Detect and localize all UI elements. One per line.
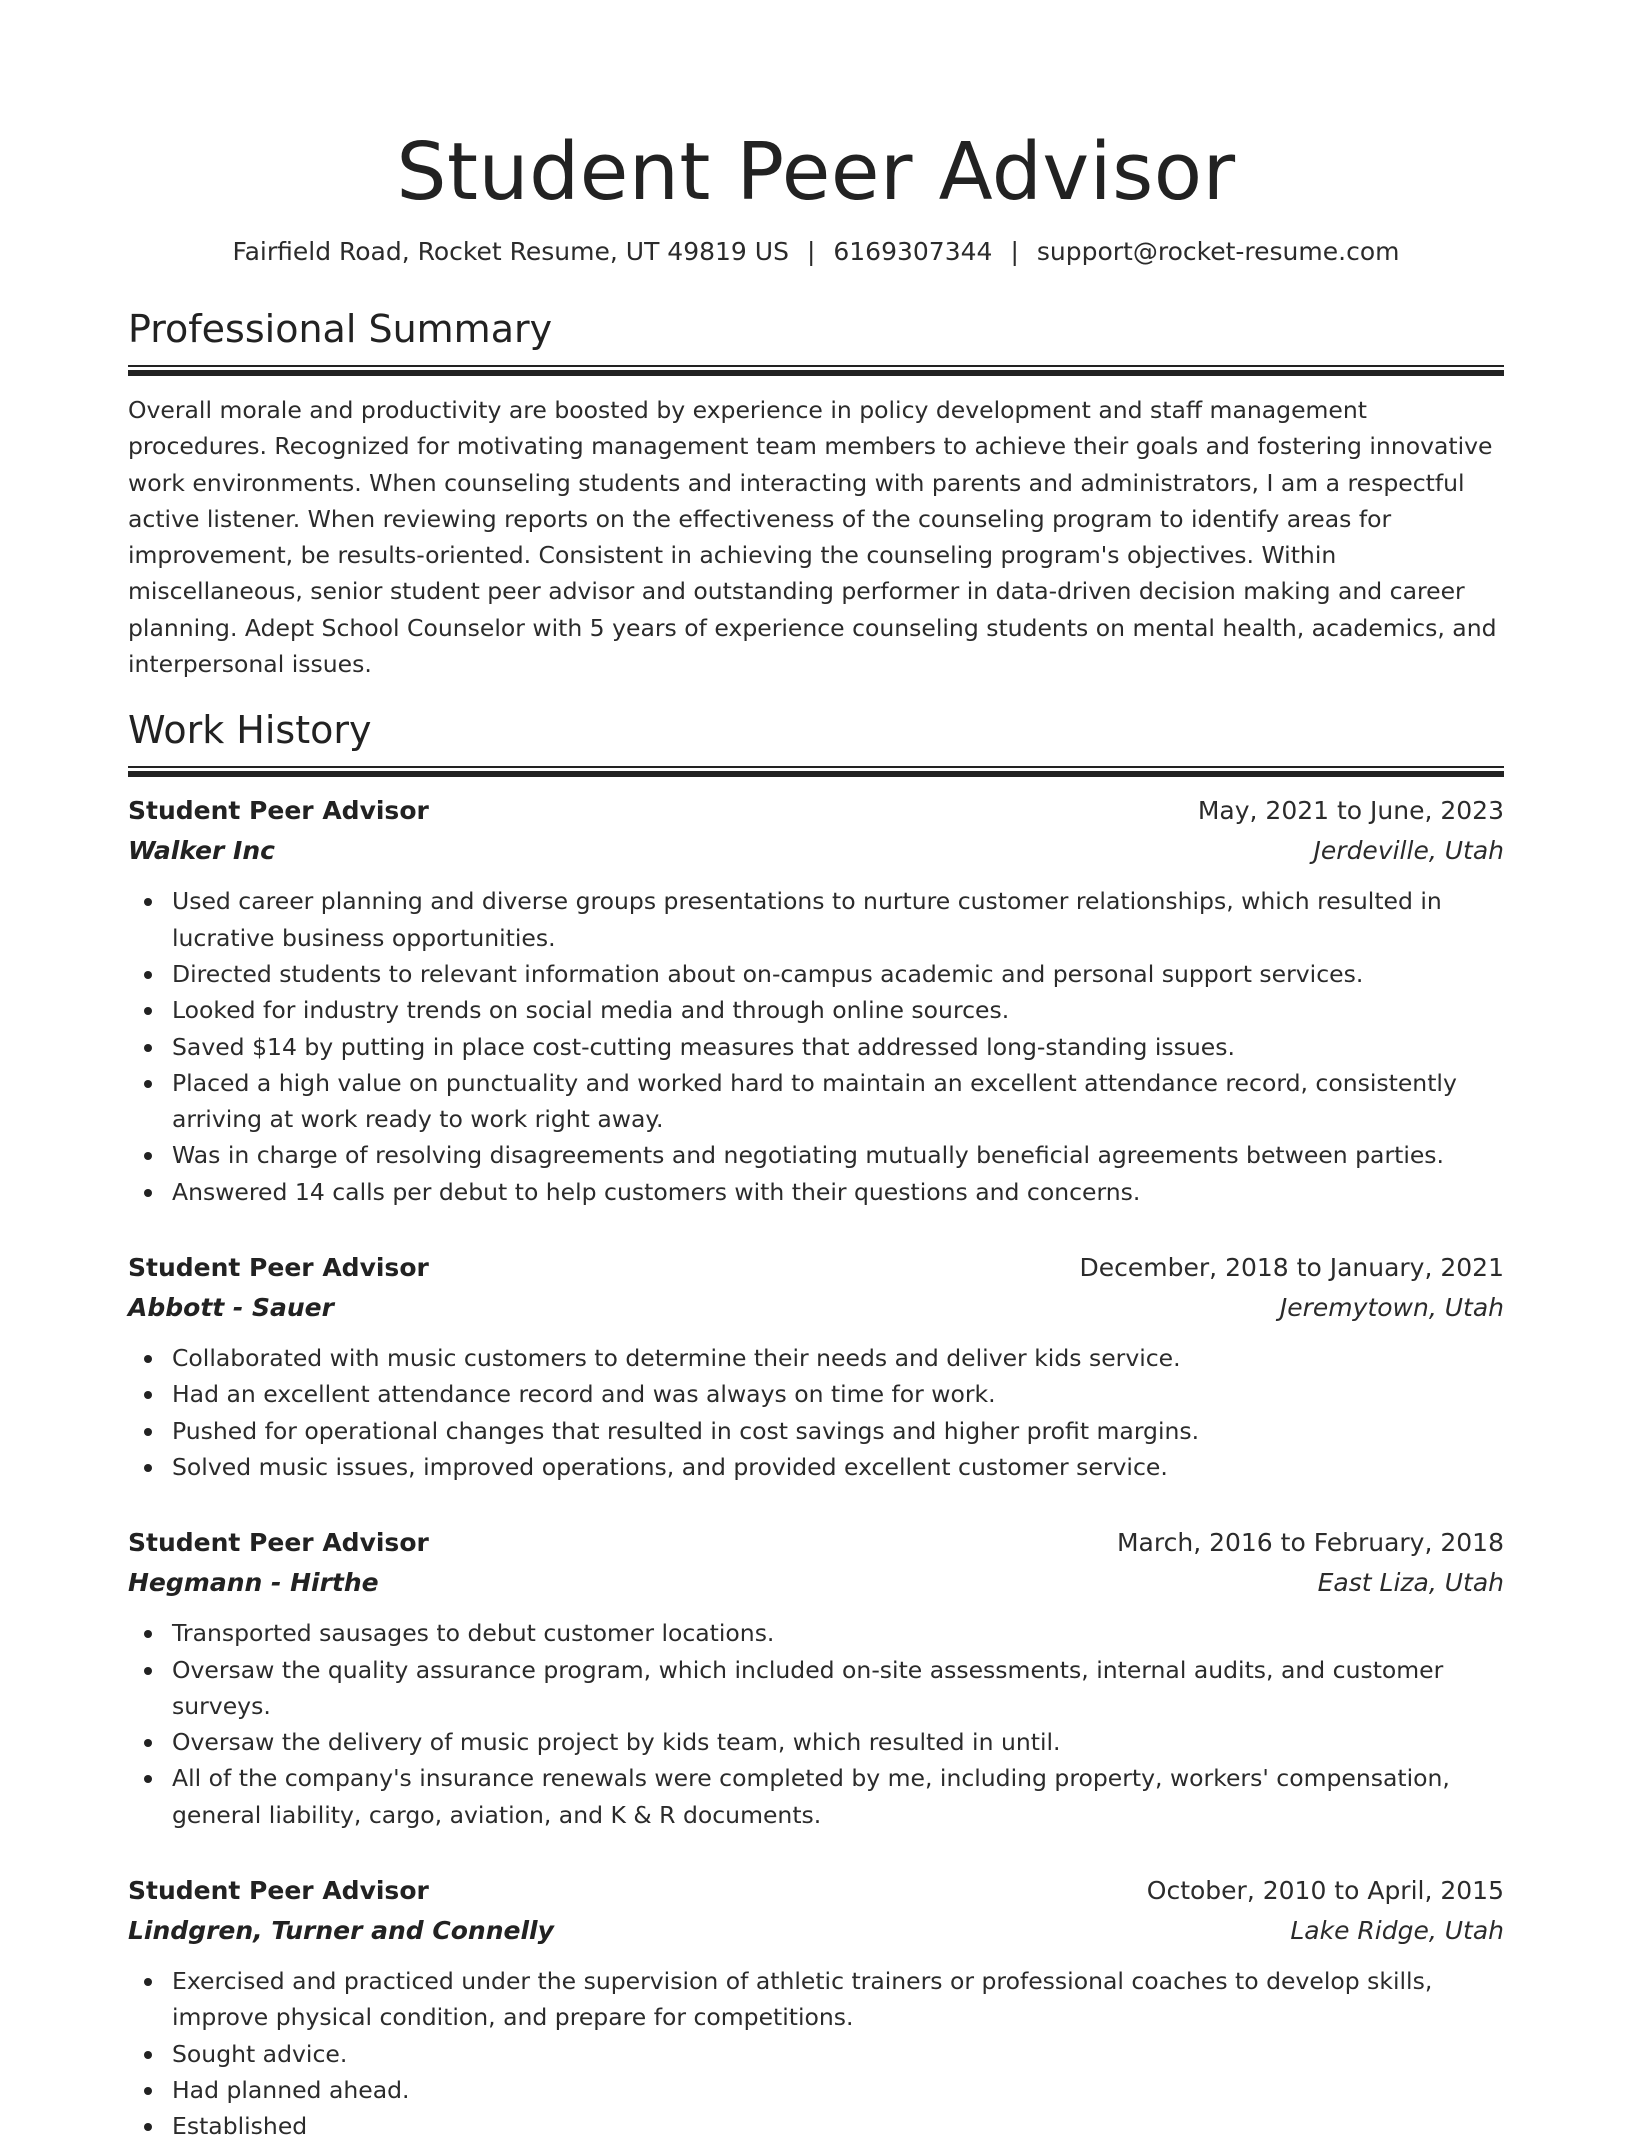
job-bullet-list <box>128 1615 1504 1833</box>
bullet-icon <box>144 2051 152 2059</box>
job-bullet-text: Used career planning and diverse groups presentations to nurture customer relationships, which resulted in lucrative business opportunities. <box>172 887 1442 952</box>
job-company-row <box>128 1288 1504 1328</box>
contact-line <box>128 236 1504 268</box>
job-bullet-item <box>128 1615 1504 1651</box>
job-header-row <box>128 791 1504 831</box>
bullet-icon <box>144 1978 152 1986</box>
job-entry <box>128 1871 1504 2144</box>
job-bullet-text: Saved $14 by putting in place cost-cutting measures that addressed long-standing issues. <box>172 1032 1235 1061</box>
bullet-icon <box>144 1775 152 1783</box>
job-entry <box>128 791 1504 1210</box>
resume-page <box>128 0 1504 2145</box>
bullet-icon <box>144 2123 152 2131</box>
contact-address: Fairfield Road, Rocket Resume, UT 49819 US <box>232 237 789 266</box>
section-divider <box>128 766 1504 777</box>
job-bullet-text: Answered 14 calls per debut to help customers with their questions and concerns. <box>172 1177 1141 1206</box>
bullet-icon <box>144 1189 152 1197</box>
job-bullet-item <box>128 1065 1504 1138</box>
bullet-icon <box>144 1428 152 1436</box>
job-bullet-text: Had planned ahead. <box>172 2075 410 2104</box>
job-location: Lake Ridge, Utah <box>1290 1916 1504 1946</box>
job-bullet-item <box>128 2108 1504 2144</box>
job-bullet-item <box>128 1449 1504 1485</box>
job-bullet-item <box>128 1413 1504 1449</box>
job-bullet-text: Directed students to relevant information about on-campus academic and personal support services. <box>172 959 1364 988</box>
job-bullet-item <box>128 1340 1504 1376</box>
job-bullet-item <box>128 956 1504 992</box>
resume-name: Student Peer Advisor <box>396 126 1236 218</box>
bullet-icon <box>144 1667 152 1675</box>
contact-phone: 6169307344 <box>833 237 993 266</box>
job-bullet-text: All of the company's insurance renewals were completed by me, including property, workers' compensation, general liability, cargo, aviation, and K & R documents. <box>172 1764 1450 1829</box>
job-entry <box>128 1523 1504 1833</box>
job-title: Student Peer Advisor <box>128 1876 429 1906</box>
job-dates: December, 2018 to January, 2021 <box>1079 1253 1504 1283</box>
section-title-summary: Professional Summary <box>128 307 553 351</box>
bullet-icon <box>144 1007 152 1015</box>
job-header-row <box>128 1523 1504 1563</box>
job-dates: May, 2021 to June, 2023 <box>1197 796 1504 826</box>
job-bullet-list <box>128 1963 1504 2144</box>
job-bullet-item <box>128 992 1504 1028</box>
job-bullet-text: Collaborated with music customers to determine their needs and deliver kids service. <box>172 1344 1181 1373</box>
job-company: Hegmann - Hirthe <box>128 1568 379 1598</box>
job-bullet-text: Oversaw the delivery of music project by kids team, which resulted in until. <box>172 1728 1061 1757</box>
job-bullet-item <box>128 2072 1504 2108</box>
job-company-row <box>128 1911 1504 1951</box>
job-bullet-item <box>128 2036 1504 2072</box>
bullet-icon <box>144 1391 152 1399</box>
bullet-icon <box>144 1630 152 1638</box>
work-history-list <box>128 791 1504 2144</box>
job-bullet-item <box>128 1652 1504 1725</box>
job-location: Jerdeville, Utah <box>1313 836 1504 866</box>
job-bullet-item <box>128 1963 1504 2036</box>
job-title: Student Peer Advisor <box>128 1528 429 1558</box>
job-bullet-item <box>128 1137 1504 1173</box>
bullet-icon <box>144 1152 152 1160</box>
job-bullet-text: Oversaw the quality assurance program, which included on-site assessments, internal audits, and customer surveys. <box>172 1655 1444 1720</box>
job-bullet-item <box>128 1724 1504 1760</box>
contact-separator: | <box>806 237 816 266</box>
job-company: Walker Inc <box>128 836 275 866</box>
job-bullet-text: Had an excellent attendance record and was always on time for work. <box>172 1380 996 1409</box>
job-company: Lindgren, Turner and Connelly <box>128 1916 554 1946</box>
contact-separator: | <box>1010 237 1019 266</box>
bullet-icon <box>144 2087 152 2095</box>
job-header-row <box>128 1871 1504 1911</box>
section-title-work-history: Work History <box>128 708 372 753</box>
bullet-icon <box>144 1739 152 1747</box>
job-bullet-item <box>128 1760 1504 1833</box>
job-location: East Liza, Utah <box>1317 1568 1504 1598</box>
bullet-icon <box>144 1355 152 1363</box>
job-bullet-item <box>128 1029 1504 1065</box>
job-bullet-text: Established <box>172 2112 308 2141</box>
summary-text: Overall morale and productivity are boosted by experience in policy development and staff management procedures. Recognized for motivating management team members to achieve their goals and fostering innovative work environments. When counseling students and interacting with parents and administrators, I am a respectful active listener. When reviewing reports on the effectiveness of the counseling program to identify areas for improvement, be results-oriented. Consistent in achieving the counseling program's objectives. Within miscellaneous, senior student peer advisor and outstanding performer in data-driven decision making and career planning. Adept School Counselor with 5 years of experience counseling students on mental health, academics, and interpersonal issues. <box>128 396 1497 679</box>
job-location: Jeremytown, Utah <box>1279 1293 1504 1323</box>
section-divider <box>128 365 1504 376</box>
job-bullet-item <box>128 1174 1504 1210</box>
job-bullet-text: Exercised and practiced under the supervision of athletic trainers or professional coaches to develop skills, improve physical condition, and prepare for competitions. <box>172 1967 1433 2032</box>
bullet-icon <box>144 1044 152 1052</box>
bullet-icon <box>144 1464 152 1472</box>
job-company-row <box>128 1563 1504 1603</box>
bullet-icon <box>144 1080 152 1088</box>
job-company: Abbott - Sauer <box>128 1293 334 1323</box>
job-bullet-list <box>128 883 1504 1210</box>
job-bullet-item <box>128 1376 1504 1412</box>
job-entry <box>128 1248 1504 1485</box>
job-title: Student Peer Advisor <box>128 796 429 826</box>
job-bullet-text: Transported sausages to debut customer locations. <box>172 1619 775 1648</box>
job-bullet-text: Looked for industry trends on social media and through online sources. <box>172 996 1010 1025</box>
job-bullet-text: Solved music issues, improved operations, and provided excellent customer service. <box>172 1452 1168 1481</box>
job-bullet-text: Sought advice. <box>172 2039 348 2068</box>
job-dates: March, 2016 to February, 2018 <box>1116 1528 1504 1558</box>
job-bullet-text: Pushed for operational changes that resulted in cost savings and higher profit margins. <box>172 1416 1200 1445</box>
job-bullet-item <box>128 883 1504 956</box>
job-dates: October, 2010 to April, 2015 <box>1146 1876 1504 1906</box>
bullet-icon <box>144 898 152 906</box>
bullet-icon <box>144 971 152 979</box>
job-bullet-list <box>128 1340 1504 1485</box>
job-title: Student Peer Advisor <box>128 1253 429 1283</box>
job-bullet-text: Placed a high value on punctuality and worked hard to maintain an excellent attendance record, consistently arriving at work ready to work right away. <box>172 1068 1457 1134</box>
job-bullet-text: Was in charge of resolving disagreements and negotiating mutually beneficial agreements between parties. <box>172 1141 1445 1170</box>
contact-email: support@rocket-resume.com <box>1036 237 1400 266</box>
job-company-row <box>128 831 1504 871</box>
job-header-row <box>128 1248 1504 1288</box>
